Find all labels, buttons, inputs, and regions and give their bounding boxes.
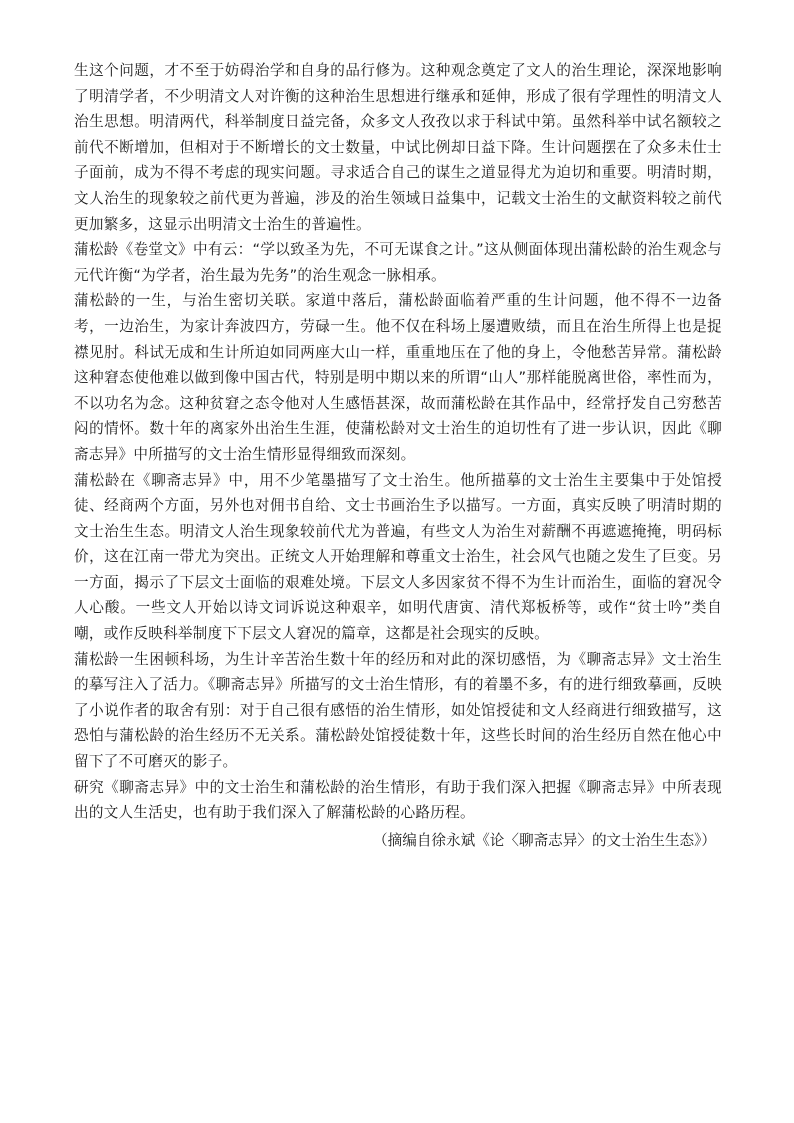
paragraph-6: 研究《聊斋志异》中的文士治生和蒲松龄的治生情形，有助于我们深入把握《聊斋志异》中所表现出的文人生活史，也有助于我们深入了解蒲松龄的心路历程。 xyxy=(74,778,722,822)
paragraph-5: 蒲松龄一生困顿科场，为生计辛苦治生数十年的经历和对此的深切感悟，为《聊斋志异》文士治生的摹写注入了活力。《聊斋志异》所描写的文士治生情形，有的着墨不多，有的进行细致摹画，反映了小说作者的取舍有别：对于自己很有感悟的治生情形，如处馆授徒和文人经商进行细致描写，这恐怕与蒲松龄的治生经历不无关系。蒲松龄处馆授徒数十年，这些长时间的治生经历自然在他心中留下了不可磨灭的影子。 xyxy=(74,650,722,771)
paragraph-1: 生这个问题，才不至于妨碍治学和自身的品行修为。这种观念奠定了文人的治生理论，深深地影响了明清学者，不少明清文人对许衡的这种治生思想进行继承和延伸，形成了很有学理性的明清文人治生思想。明清两代，科举制度日益完备，众多文人孜孜以求于科试中第。虽然科举中试名额较之前代不断增加，但相对于不断增长的文士数量，中试比例却日益下降。生计问题摆在了众多未仕士子面前，成为不得不考虑的现实问题。寻求适合自己的谋生之道显得尤为迫切和重要。明清时期，文人治生的现象较之前代更为普遍，涉及的治生领域日益集中，记载文士治生的文献资料较之前代更加繁多，这显示出明清文士治生的普遍性。 xyxy=(74,62,722,233)
paragraph-4: 蒲松龄在《聊斋志异》中，用不少笔墨描写了文士治生。他所描摹的文士治生主要集中于处馆授徒、经商两个方面，另外也对佣书自给、文士书画治生予以描写。一方面，真实反映了明清时期的文士治生生态。明清文人治生现象较前代尤为普遍，有些文人为治生对薪酬不再遮遮掩掩，明码标价，这在江南一带尤为突出。正统文人开始理解和尊重文士治生，社会风气也随之发生了巨变。另一方面，揭示了下层文士面临的艰难处境。下层文人多因家贫不得不为生计而治生，面临的窘况令人心酸。一些文人开始以诗文词诉说这种艰辛，如明代唐寅、清代郑板桥等，或作“贫士吟”类自嘲，或作反映科举制度下下层文人窘况的篇章，这都是社会现实的反映。 xyxy=(74,471,722,643)
paragraph-2: 蒲松龄《卷堂文》中有云：“学以致圣为先，不可无谋食之计。”这从侧面体现出蒲松龄的治生观念与元代许衡“为学者，治生最为先务”的治生观念一脉相承。 xyxy=(74,241,722,284)
source-citation: （摘编自徐永斌《论〈聊斋志异〉的文士治生生态》） xyxy=(373,831,716,849)
paragraph-3: 蒲松龄的一生，与治生密切关联。家道中落后，蒲松龄面临着严重的生计问题，他不得不一边备考，一边治生，为家计奔波四方，劳碌一生。他不仅在科场上屡遭败绩，而且在治生所得上也是捉襟见肘。科试无成和生计所迫如同两座大山一样，重重地压在了他的身上，令他愁苦异常。蒲松龄这种窘态使他难以做到像中国古代，特别是明中期以来的所谓“山人”那样能脱离世俗，率性而为，不以功名为念。这种贫窘之态令他对人生感悟甚深，故而蒲松龄在其作品中，经常抒发自己穷愁苦闷的情怀。数十年的离家外出治生生涯，使蒲松龄对文士治生的迫切性有了进一步认识，因此《聊斋志异》中所描写的文士治生情形显得细致而深刻。 xyxy=(74,292,722,463)
article-body xyxy=(74,58,722,853)
